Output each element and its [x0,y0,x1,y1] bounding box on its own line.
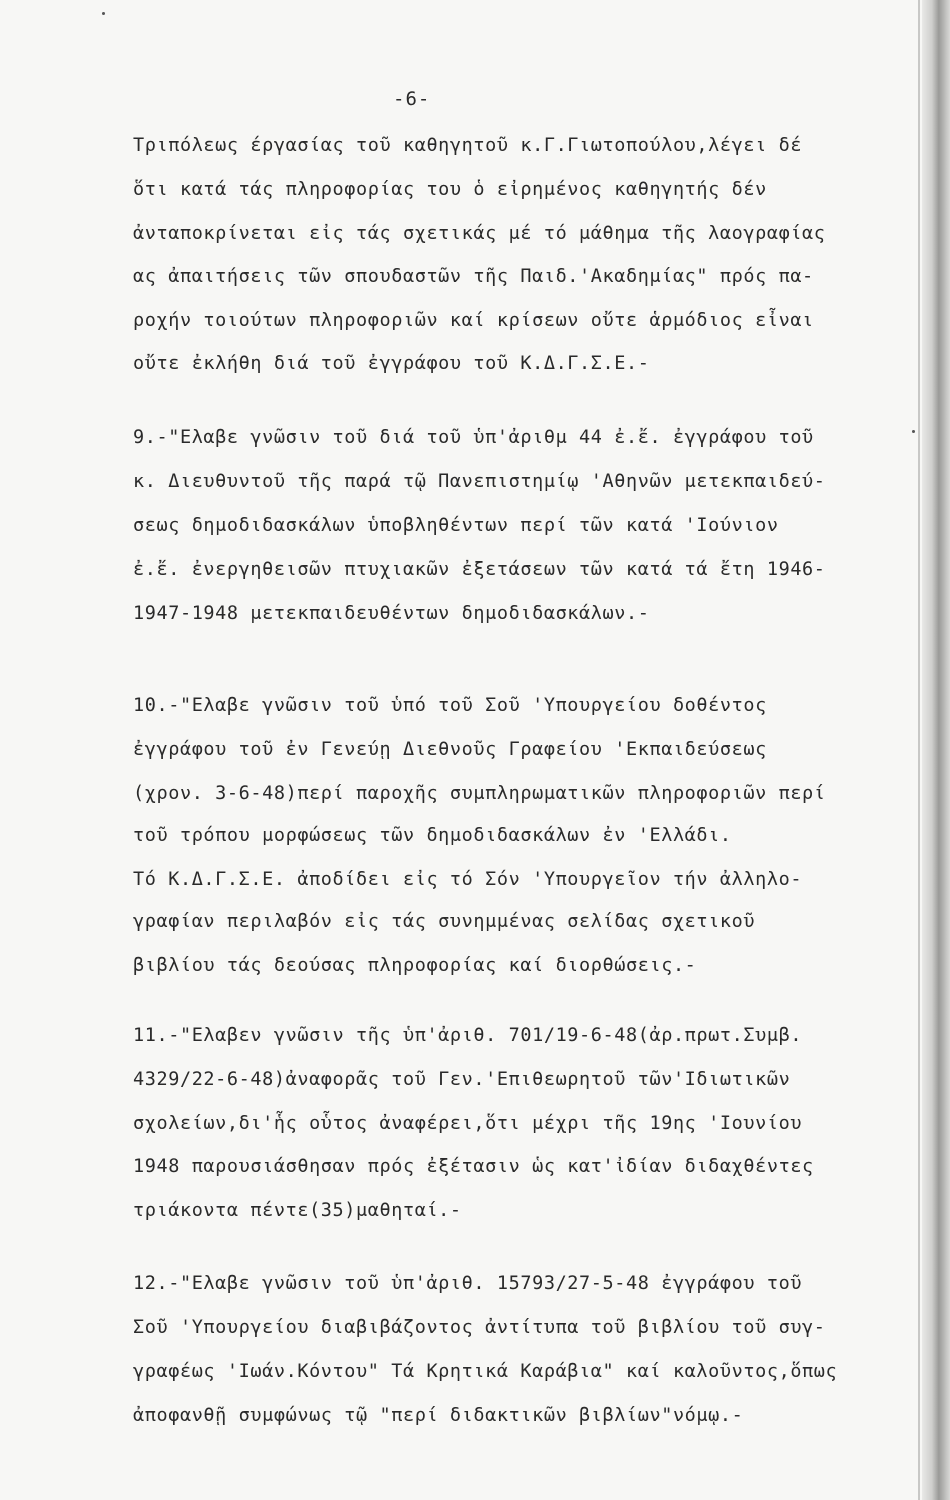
text-line: ἐγγράφου τοῦ ἐν Γενεύῃ Διεθνοῦς Γραφείου 'Εκπαιδεύσεως [133,739,767,760]
scan-speck [102,12,105,15]
text-line: γραφίαν περιλαβόν εἰς τάς συνημμένας σελίδας σχετικοῦ [133,911,756,932]
scan-edge-shadow [922,0,950,1500]
page-number: -6- [393,88,431,110]
text-line: 1948 παρουσιάσθησαν πρός ἐξέτασιν ὡς κατ'ἰδίαν διδαχθέντες [133,1156,814,1177]
text-line: (χρον. 3-6-48)περί παροχῆς συμπληρωματικῶν πληροφοριῶν περί [133,783,826,804]
text-line: σεως δημοδιδασκάλων ὑποβληθέντων περί τῶν κατά 'Ιούνιον [133,515,779,536]
text-line: 1947-1948 μετεκπαιδευθέντων δημοδιδασκάλων.- [133,603,650,624]
text-line: 11.-"Ελαβεν γνῶσιν τῆς ὑπ'ἀριθ. 701/19-6-48(ἀρ.πρωτ.Συμβ. [133,1025,803,1046]
text-line: τριάκοντα πέντε(35)μαθηταί.- [133,1200,462,1221]
text-line: 4329/22-6-48)ἀναφορᾶς τοῦ Γεν.'Επιθεωρητοῦ τῶν'Ιδιωτικῶν [133,1069,791,1090]
scan-edge-line [918,0,920,1500]
text-line: Τό Κ.Δ.Γ.Σ.Ε. ἀποδίδει εἰς τό Σόν 'Υπουργεῖον τήν ἀλληλο- [133,869,803,890]
text-line: ροχήν τοιούτων πληροφοριῶν καί κρίσεων οὔτε ἁρμόδιος εἶναι [133,310,814,331]
text-line: 9.-"Ελαβε γνῶσιν τοῦ διά τοῦ ὑπ'ἀριθμ 44 ἐ.ἔ. ἐγγράφου τοῦ [133,427,814,448]
text-line: κ. Διευθυντοῦ τῆς παρά τῷ Πανεπιστημίῳ 'Αθηνῶν μετεκπαιδεύ- [133,471,826,492]
text-line: ὅτι κατά τάς πληροφορίας του ὁ εἰρημένος καθηγητής δέν [133,179,767,200]
text-line: Τριπόλεως έργασίας τοῦ καθηγητοῦ κ.Γ.Γιωτοπούλου,λέγει δέ [133,135,803,156]
text-line: Σοῦ 'Υπουργείου διαβιβάζοντος ἀντίτυπα τοῦ βιβλίου τοῦ συγ- [133,1317,826,1338]
text-line: γραφέως 'Ιωάν.Κόντου" Τά Κρητικά Καράβια" καί καλοῦντος,ὅπως [133,1361,838,1382]
text-line: σχολείων,δι'ἧς οὗτος ἀναφέρει,ὅτι μέχρι τῆς 19ης 'Ιουνίου [133,1113,803,1134]
text-line: ἐ.ἔ. ἐνεργηθεισῶν πτυχιακῶν ἐξετάσεων τῶν κατά τά ἔτη 1946- [133,559,826,580]
text-line: τοῦ τρόπου μορφώσεως τῶν δημοδιδασκάλων ἐν 'Ελλάδι. [133,825,732,846]
text-line: βιβλίου τάς δεούσας πληροφορίας καί διορθώσεις.- [133,955,697,976]
scan-speck [912,430,915,433]
text-line: ἀνταποκρίνεται εἰς τάς σχετικάς μέ τό μάθημα τῆς λαογραφίας [133,223,826,244]
text-line: 10.-"Ελαβε γνῶσιν τοῦ ὑπό τοῦ Σοῦ 'Υπουργείου δοθέντος [133,695,767,716]
text-line: ἀποφανθῇ συμφώνως τῷ "περί διδακτικῶν βιβλίων"νόμῳ.- [133,1405,744,1426]
text-line: ας ἀπαιτήσεις τῶν σπουδαστῶν τῆς Παιδ.'Ακαδημίας" πρός πα- [133,266,814,287]
text-line: οὔτε ἐκλήθη διά τοῦ ἐγγράφου τοῦ Κ.Δ.Γ.Σ.Ε.- [133,353,650,374]
text-line: 12.-"Ελαβε γνῶσιν τοῦ ὑπ'ἀριθ. 15793/27-5-48 ἐγγράφου τοῦ [133,1273,803,1294]
